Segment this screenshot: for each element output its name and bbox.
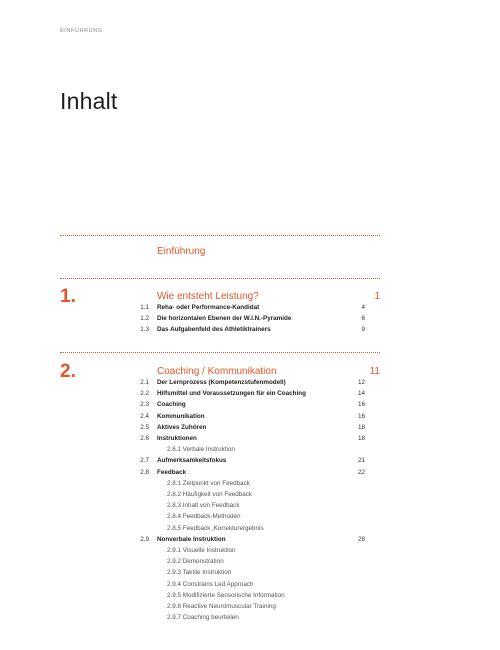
entry-title: Nonverbale Instruktion [157,535,226,543]
toc-entry[interactable] [0,455,500,466]
toc-entry[interactable] [0,422,500,433]
divider [60,352,380,353]
entry-page: 28 [357,535,365,543]
entry-number: 1.1 [140,304,149,311]
toc-entry[interactable] [0,324,500,335]
entry-title: Instruktionen [157,435,197,442]
entry-page: 14 [357,390,365,398]
entry-title: Reha- oder Performance-Kandidat [157,304,260,311]
chapter-2-number: 2. [60,361,76,382]
toc-subentry[interactable] [0,489,500,500]
toc-subentry[interactable] [0,511,500,522]
entry-title: 2.9.1 Visuelle Instruktion [167,547,236,554]
entry-title: 2.8.5 Feedback ‚Korrekturergebnis [167,524,264,532]
entry-title: Feedback [157,468,187,476]
chapter-2-page: 11 [369,366,380,377]
entry-title: Kommunikation [157,412,205,420]
chapter-1-number: 1. [60,286,76,307]
toc-entry[interactable] [0,377,500,388]
toc-subentry[interactable] [0,444,500,455]
entry-title: 2.8.4 Feedback-Methoden [167,513,241,521]
entry-title: Die horizontalen Ebenen der W.I.N.-Pyramide [157,315,292,323]
entry-title: Das Aufgabenfeld des Athletiktrainers [157,326,271,334]
entry-page: 18 [357,435,365,442]
entry-page: 18 [357,423,365,431]
entry-page: 12 [357,379,365,386]
toc-entry[interactable] [0,467,500,478]
entry-number: 2.3 [140,401,149,409]
chapter-2-title[interactable]: Coaching / Kommunikation [157,366,277,377]
entry-number: 2.6 [140,435,149,442]
entry-title: Aufmerksamkeitsfokus [157,457,227,465]
toc-entry[interactable] [0,399,500,410]
entry-title: 2.9.7 Coaching beurteilen [167,614,239,622]
entry-title: 2.6.1 Verbale Instruktion [167,446,235,454]
entry-number: 2.7 [140,457,149,465]
entry-number: 2.5 [140,423,149,431]
toc-subentry[interactable] [0,523,500,534]
entry-title: 2.9.6 Reactive Neuromuscular Training [167,603,276,610]
toc-entry[interactable] [0,302,500,313]
entry-title: 2.9.4 Constrains Led Approach [167,580,254,588]
entry-number: 2.4 [140,412,149,420]
toc-subentry[interactable] [0,567,500,578]
page-title: Inhalt [60,88,118,114]
entry-page: 6 [361,315,365,323]
entry-page: 22 [357,468,365,476]
toc-subentry[interactable] [0,612,500,623]
toc-subentry[interactable] [0,579,500,590]
entry-page: 21 [357,457,365,465]
entry-number: 1.2 [140,315,149,323]
toc-subentry[interactable] [0,478,500,489]
chapter-1-title[interactable]: Wie entsteht Leistung? [157,291,259,302]
toc-subentry[interactable] [0,545,500,556]
entry-number: 2.9 [140,535,149,543]
entry-page: 16 [357,412,365,420]
divider [60,235,380,236]
entry-number: 2.8 [140,468,149,476]
entry-title: 2.9.3 Taktile Instruktion [167,569,232,577]
toc-subentry[interactable] [0,590,500,601]
entry-title: 2.8.2 Häufigkeit von Feedback [167,491,253,498]
toc-subentry[interactable] [0,500,500,511]
entry-title: Aktives Zuhören [157,423,207,431]
entry-page: 4 [361,304,365,311]
entry-title: Hilfsmittel und Voraussetzungen für ein Coaching [157,390,306,398]
toc-subentry[interactable] [0,556,500,567]
entry-title: 2.9.5 Modifizierte Sensorische Information [167,591,285,599]
entry-number: 2.1 [140,379,149,386]
entry-page: 9 [361,326,365,334]
entry-number: 1.3 [140,326,149,334]
chapter-1-page: 1 [374,291,380,302]
toc-entry[interactable] [0,313,500,324]
toc-entry[interactable] [0,388,500,399]
intro-heading[interactable]: Einführung [157,246,206,257]
toc-entry[interactable] [0,411,500,422]
entry-title: Coaching [157,401,186,409]
entry-page: 16 [357,401,365,409]
entry-number: 2.2 [140,390,149,398]
entry-title: 2.9.2 Demonstration [167,558,224,566]
entry-title: Der Lernprozess (Kompetenzstufenmodell) [157,379,286,386]
toc-subentry[interactable] [0,601,500,612]
entry-title: 2.8.3 Inhalt von Feedback [167,502,240,510]
toc-entry[interactable] [0,433,500,444]
running-header: EINFÜHRUNG [60,28,103,34]
divider [60,278,380,279]
toc-entry[interactable] [0,534,500,545]
entry-title: 2.8.1 Zeitpunkt von Feedback [167,479,250,487]
